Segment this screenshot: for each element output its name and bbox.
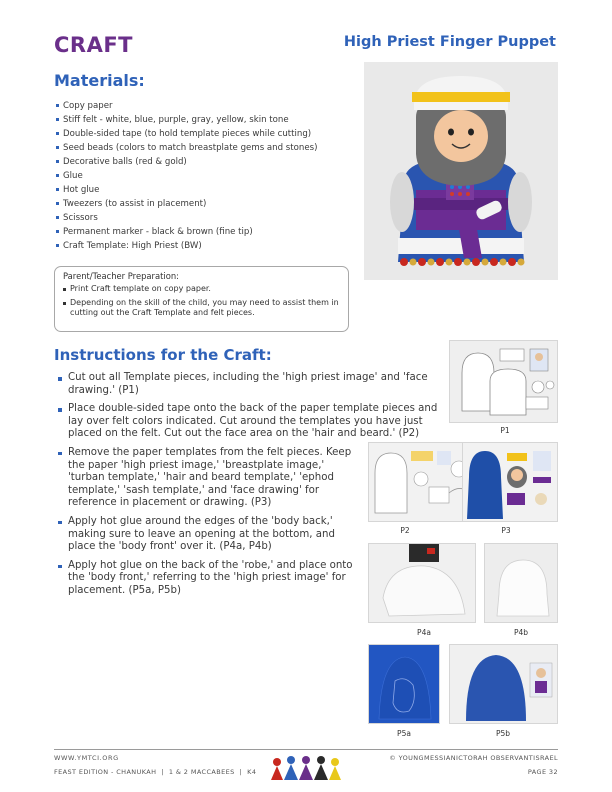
caption-p5a: P5a [397, 729, 411, 738]
materials-heading: Materials: [54, 71, 145, 90]
prep-item: Depending on the skill of the child, you may need to assist them in cutting out the Craft Template and felt pieces. [63, 298, 340, 319]
photo-p1 [449, 340, 558, 423]
material-item: Scissors [56, 211, 356, 225]
material-item: Tweezers (to assist in placement) [56, 197, 356, 211]
material-item: Stiff felt - white, blue, purple, gray, yellow, skin tone [56, 113, 356, 127]
footer-divider [54, 749, 558, 750]
footer-edition-line: FEAST EDITION - CHANUKAH | 1 & 2 MACCABEES | K4 [54, 768, 257, 776]
caption-p2: P2 [400, 526, 410, 535]
material-item: Seed beads (colors to match breastplate gems and stones) [56, 141, 356, 155]
prep-list [63, 284, 340, 319]
caption-p5b: P5b [495, 729, 511, 738]
instruction-item: Apply hot glue on the back of the 'robe,' and place onto the 'body front,' referring to the 'high priest image' for placement. (P5a, P5b) [58, 560, 358, 598]
footer-page-number: PAGE 32 [527, 768, 558, 776]
photo-p4b [484, 543, 558, 623]
puppet-title: High Priest Finger Puppet [343, 34, 556, 50]
caption-p4a: P4a [417, 628, 431, 637]
material-item: Copy paper [56, 99, 356, 113]
material-item: Permanent marker - black & brown (fine tip) [56, 225, 356, 239]
photo-p4a [368, 543, 476, 623]
prep-item: Print Craft template on copy paper. [63, 284, 340, 295]
puppet-photo [364, 62, 558, 280]
photo-p3 [462, 442, 558, 522]
instruction-item: Place double-sided tape onto the back of the paper template pieces and lay over felt colors indicated. Cut around the templates you have just placed on the felt. Cut out the face area on the 'hair and beard.' (P2) [58, 403, 443, 441]
material-item: Hot glue [56, 183, 356, 197]
footer-book: 1 & 2 MACCABEES [168, 768, 235, 776]
footer-website[interactable]: WWW.YMTCI.ORG [54, 754, 119, 762]
photo-p5b [449, 644, 558, 724]
prep-title: Parent/Teacher Preparation: [63, 271, 179, 281]
footer-edition: FEAST EDITION - CHANUKAH [54, 768, 157, 776]
caption-p4b: P4b [513, 628, 529, 637]
caption-p3: P3 [501, 526, 511, 535]
photo-p5a [368, 644, 440, 724]
craft-title: CRAFT [54, 33, 134, 57]
instruction-item: Apply hot glue around the edges of the 'body back,' making sure to leave an opening at the bottom, and place the 'body front' over it. (P4a, P4b) [58, 516, 358, 554]
caption-p1: P1 [500, 426, 510, 435]
material-item: Decorative balls (red & gold) [56, 155, 356, 169]
footer-section: K4 [247, 768, 257, 776]
material-item: Glue [56, 169, 356, 183]
material-item: Craft Template: High Priest (BW) [56, 239, 356, 253]
instruction-item: Remove the paper templates from the felt pieces. Keep the paper 'high priest image,' 'breastplate image,' 'turban template,' 'hair and beard template,' 'ephod template,' 'sash template,' and 'face drawing' for reference in placement or drawing. (P3) [58, 447, 358, 510]
instruction-item: Cut out all Template pieces, including the 'high priest image' and 'face drawing.' (P1) [58, 372, 428, 397]
prep-box [54, 266, 349, 332]
instructions-heading: Instructions for the Craft: [54, 346, 272, 364]
materials-list [56, 99, 356, 253]
ymtoi-logo-icon [269, 752, 343, 782]
material-item: Double-sided tape (to hold template pieces while cutting) [56, 127, 356, 141]
footer-copyright: © YOUNGMESSIANICTORAH OBSERVANTISRAEL [389, 754, 558, 762]
